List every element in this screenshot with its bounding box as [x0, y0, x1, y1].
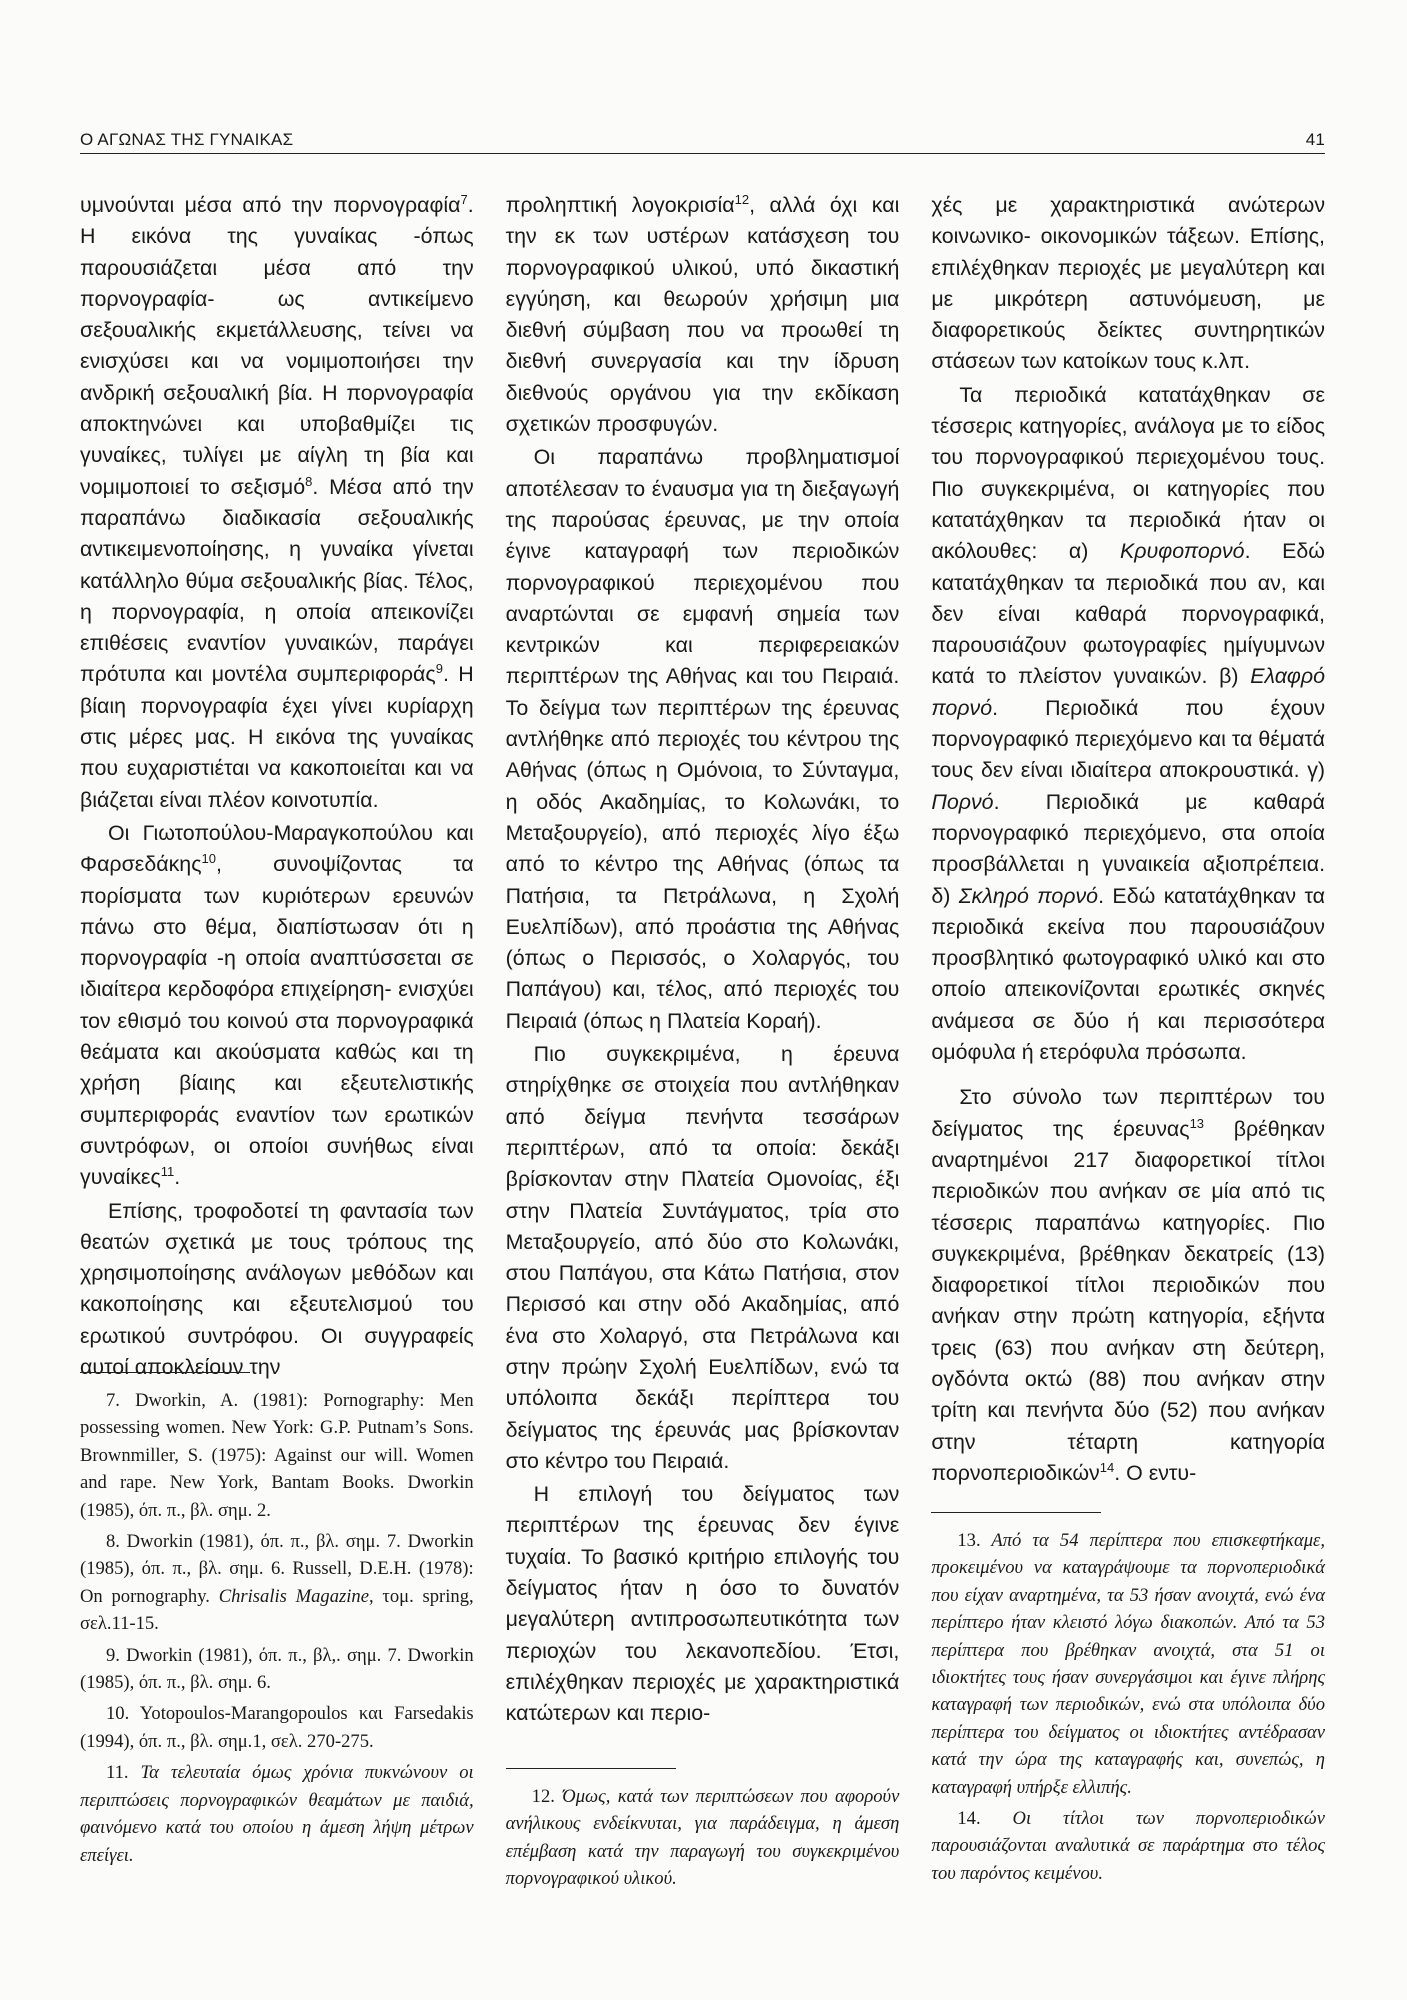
footnote-8: 8. Dworkin (1981), όπ. π., βλ. σημ. 7. Dworkin (1985), όπ. π., βλ. σημ. 6. Russell, D.E.H. (1978): On pornography. Chrisalis Magazine, τομ. spring, σελ.11-15. — [80, 1531, 474, 1635]
paragraph: Οι Γιωτοπούλου-Μαραγκοπούλου και Φαρσεδάκης$^{10}$, συνοψίζοντας τα πορίσματα των κυριότερων ερευνών πάνω στο θέμα, διαπίστωσαν ότι η πορνογραφία -η οποία αναπτύσσεται σε ιδιαίτερα κερδοφόρα επιχείρηση- ενισχύει τον εθισμό του κοινού στα πορνογραφικά θεάματα και ακούσματα καθώς και τη χρήση βίαιης και εξευτελιστικής συμπεριφοράς εναντίον των ερωτικών συντρόφων, οι οποίοι συνήθως είναι γυναίκες$^{11}$. — [80, 820, 474, 1190]
paragraph: προληπτική λογοκρισία$^{12}$, αλλά όχι και την εκ των υστέρων κατάσχεση του πορνογραφικού υλικού, υπό δικαστική εγγύηση, και θεωρούν χρήσιμη μια διεθνή σύμβαση που να προωθεί τη διεθνή συνεργασία και την ίδρυση διεθνούς οργάνου για την εκδίκαση σχετικών προσφυγών. — [505, 191, 900, 437]
column-2-footnotes — [506, 1768, 900, 1893]
footnote-ref[interactable]: 10 — [201, 851, 216, 867]
paragraph: υμνούνται μέσα από την πορνογραφία$^7$. Η εικόνα της γυναίκας -όπως παρουσιάζεται μέσα από την πορνογραφία- ως αντικείμενο σεξουαλικής εκμετάλλευσης, τείνει να ενισχύσει και να νομιμοποιήσει την ανδρική σεξουαλική βία. Η πορνογραφία αποκτηνώνει και υποβαθμίζει τις γυναίκες, τυλίγει με αίγλη τη βία και νομιμοποιεί το σεξισμό$^8$. Μέσα από την παραπάνω διαδικασία σεξουαλικής αντικειμενοποίησης, η γυναίκα γίνεται κατάλληλο θύμα σεξουαλικής βίας. Τέλος, η πορνογραφία, η οποία απεικονίζει επιθέσεις εναντίον γυναικών, παράγει πρότυπα και μοντέλα συμπεριφοράς$^9$. Η βίαιη πορνογραφία έχει γίνει κυρίαρχη στις μέρες μας. Η εικόνα της γυναίκας που ευχαριστιέται να κακοποιείται και να βιάζεται είναι πλέον κοινοτυπία. — [80, 191, 474, 812]
footnote-rule — [506, 1768, 676, 1769]
footnote-rule — [931, 1512, 1101, 1513]
footnote-9: 9. Dworkin (1981), όπ. π., βλ,. σημ. 7. Dworkin (1985), όπ. π., βλ. σημ. 6. — [80, 1644, 474, 1694]
footnote-13: 13. Από τα 54 περίπτερα που επισκεφτήκαμε, προκειμένου να καταγράψουμε τα πορνοπεριοδικά που είχαν αναρτημένα, τα 53 ήσαν ανοιχτά, ενώ ένα περίπτερο ήταν κλειστό λόγω διακοπών. Από τα 53 περίπτερα που βρέθηκαν ανοιχτά, στα 51 οι ιδιοκτήτες τους ήσαν συνεργάσιμοι και έγινε πλήρης καταγραφή των περιοδικών, ενώ στα υπόλοιπα δύο περίπτερα του δείγματος οι ιδιοκτήτες αντέδρασαν κατά την ώρα της καταγραφής και, συνεπώς, η καταγραφή υπήρξε ελλιπής. — [931, 1530, 1326, 1798]
journal-title: Ο ΑΓΩΝΑΣ ΤΗΣ ΓΥΝΑΙΚΑΣ — [80, 130, 294, 149]
paragraph: Επίσης, τροφοδοτεί τη φαντασία των θεατών σχετικά με τους τρόπους της χρησιμοποίησης ανάλογων μεθόδων και κακοποίησης και εξευτελισμού του ερωτικού συντρόφου. Οι συγγραφείς αυτοί αποκλείουν την — [80, 1198, 474, 1379]
column-2 — [506, 190, 900, 1910]
footnote-ref[interactable]: 8 — [305, 473, 313, 489]
text-columns — [80, 190, 1325, 1910]
footnote-rule — [80, 1372, 250, 1373]
running-head — [80, 118, 1325, 154]
column-1 — [80, 190, 474, 1910]
footnote-ref[interactable]: 13 — [1189, 1115, 1205, 1131]
paragraph: χές με χαρακτηριστικά ανώτερων κοινωνικο- οικονομικών τάξεων. Επίσης, επιλέχθηκαν περιοχές με μεγαλύτερη και με μικρότερη αστυνόμευση, με διαφορετικούς δείκτες συντηρητικών στάσεων των κατοίκων τους κ.λπ. — [931, 193, 1326, 374]
column-1-body — [80, 190, 474, 1383]
paragraph: Οι παραπάνω προβληματισμοί αποτέλεσαν το έναυσμα για τη διεξαγωγή της παρούσας έρευνας, με την οποία έγινε καταγραφή των περιοδικών πορνογραφικού περιεχομένου που αναρτώνται σε εμφανή σημεία των κεντρικών και περιφερειακών περιπτέρων της Αθήνας και του Πειραιά. Το δείγμα των περιπτέρων της έρευνας αντλήθηκε από περιοχές του κέντρου της Αθήνας (όπως η Ομόνοια, το Σύνταγμα, η οδός Ακαδημίας, το Κολωνάκι, το Μεταξουργείο), από περιοχές λίγο έξω από το κέντρο της Αθήνας (όπως τα Πατήσια, τα Πετράλωνα, η Σχολή Ευελπίδων), από προάστια της Αθήνας (όπως ο Περισσός, ο Χολαργός, του Παπάγου) και, τέλος, από περιοχές του Πειραιά (όπως η Πλατεία Κοραή). — [505, 445, 900, 1033]
category-term: Κρυφοπορνό — [1119, 539, 1245, 564]
footnote-ref[interactable]: 9 — [435, 661, 443, 677]
column-3-body — [931, 190, 1325, 1489]
footnote-ref[interactable]: 14 — [1099, 1459, 1115, 1475]
footnote-ref[interactable]: 12 — [734, 191, 750, 207]
paragraph: Τα περιοδικά κατατάχθηκαν σε τέσσερις κατηγορίες, ανάλογα με το είδος του πορνογραφικού περιεχομένου τους. Πιο συγκεκριμένα, οι κατηγορίες που κατατάχθηκαν τα περιοδικά ήταν οι ακόλουθες: α) Κρυφοπορνό. Εδώ κατατάχθηκαν τα περιοδικά που αν, και δεν είναι καθαρά πορνογραφικά, παρουσιάζουν φωτογραφίες ημίγυμνων κατά το πλείστον γυναικών. β) Ελαφρό πορνό. Περιοδικά που έχουν πορνογραφικό περιεχόμενο και τα θέματά τους δεν είναι ιδιαίτερα αποκρουστικά. γ) Πορνό. Περιοδικά με καθαρά πορνογραφικό περιεχόμενο, στα οποία προσβάλλεται η γυναικεία αξιοπρέπεια. δ) Σκληρό πορνό. Εδώ κατατάχθηκαν τα περιοδικά εκείνα που παρουσιάζουν προσβλητικό φωτογραφικό υλικό και στο οποίο απεικονίζονται ερωτικές σκηνές ανάμεσα σε δύο ή και περισσότερα ομόφυλα ή ετερόφυλα πρόσωπα. — [931, 382, 1326, 1065]
column-3 — [931, 190, 1325, 1910]
footnote-7: 7. Dworkin, A. (1981): Pornography: Men possessing women. New York: G.P. Putnam’s Sons. Brownmiller, S. (1975): Against our will. Women and rape. New York, Bantam Books. Dworkin (1985), όπ. π., βλ. σημ. 2. — [80, 1390, 474, 1521]
footnote-ref[interactable]: 11 — [160, 1164, 175, 1180]
column-1-footnotes — [80, 1372, 474, 1869]
paragraph: Στο σύνολο των περιπτέρων του δείγματος της έρευνας$^{13}$ βρέθηκαν αναρτημένοι 217 διαφορετικοί τίτλοι περιοδικών που ανήκαν σε μία από τις τέσσερις παραπάνω κατηγορίες. Πιο συγκεκριμένα, βρέθηκαν δεκατρείς (13) διαφορετικοί τίτλοι περιοδικών που ανήκαν στην πρώτη κατηγορία, εξήντα τρεις (63) που ανήκαν στη δεύτερη, ογδόντα οκτώ (88) που ανήκαν στην τρίτη και πενήντα δύο (52) που ανήκαν στην τέταρτη κατηγορία πορνοπεριοδικών$^{14}$. Ο εντυ- — [931, 1085, 1326, 1485]
column-3-footnotes — [931, 1512, 1325, 1887]
category-term: Σκληρό πορνό — [958, 883, 1099, 908]
column-2-body — [506, 190, 900, 1730]
footnote-ref[interactable]: 7 — [460, 191, 468, 207]
category-term: Ελαφρό πορνό — [931, 664, 1326, 720]
footnote-10: 10. Yotopoulos-Marangopoulos και Farsedakis (1994), όπ. π., βλ. σημ.1, σελ. 270-275. — [80, 1703, 474, 1752]
footnote-11: 11. Τα τελευταία όμως χρόνια πυκνώνουν οι περιπτώσεις πορνογραφικών θεαμάτων με παιδιά, φαινόμενο κατά του οποίου η άμεση λήψη μέτρων επείγει. — [80, 1762, 474, 1866]
paragraph: Πιο συγκεκριμένα, η έρευνα στηρίχθηκε σε στοιχεία που αντλήθηκαν από δείγμα πενήντα τεσσάρων περιπτέρων, από τα οποία: δεκάξι βρίσκονταν στην Πλατεία Ομονοίας, έξι στην Πλατεία Συντάγματος, τρία στο Μεταξουργείο, από δύο στο Κολωνάκι, στου Παπάγου, στα Κάτω Πατήσια, στον Περισσό και στην οδό Ακαδημίας, από ένα στο Χολαργό, στα Πετράλωνα και στην πρώην Σχολή Ευελπίδων, ενώ τα υπόλοιπα δεκάξι περίπτερα του δείγματος της έρευνάς μας βρίσκονταν στο κέντρο του Πειραιά. — [505, 1042, 900, 1473]
category-term: Πορνό — [931, 789, 994, 814]
footnote-14: 14. Οι τίτλοι των πορνοπεριοδικών παρουσιάζονται αναλυτικά σε παράρτημα στο τέλος του παρόντος κειμένου. — [931, 1808, 1326, 1884]
footnote-12: 12. Όμως, κατά των περιπτώσεων που αφορούν ανήλικους ενδείκνυται, για παράδειγμα, η άμεση επέμβαση κατά την παραγωγή του συγκεκριμένου πορνογραφικού υλικού. — [505, 1786, 900, 1890]
page-number: 41 — [1305, 130, 1325, 149]
paragraph: Η επιλογή του δείγματος των περιπτέρων της έρευνας δεν έγινε τυχαία. Το βασικό κριτήριο επιλογής του δείγματος ήταν η όσο το δυνατόν μεγαλύτερη αντιπροσωπευτικότητα των περιοχών του λεκανοπεδίου. Έτσι, επιλέχθηκαν περιοχές με χαρακτηριστικά κατώτερων και περιο- — [505, 1482, 900, 1726]
